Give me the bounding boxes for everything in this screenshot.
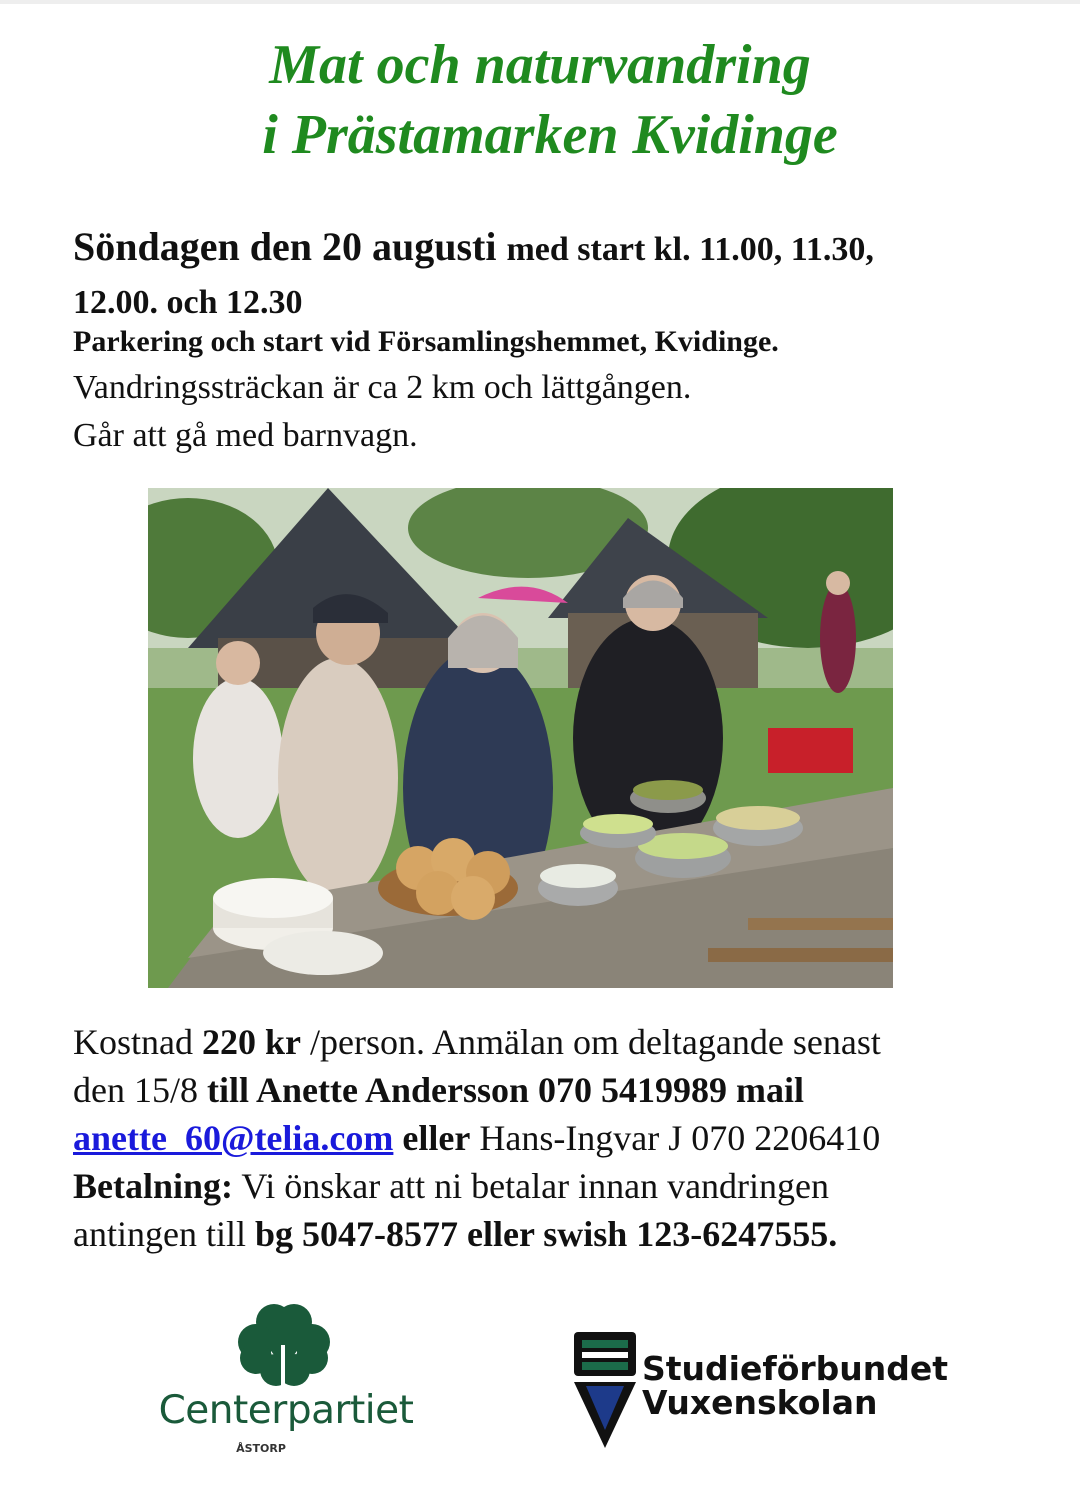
payment-label: Betalning: [73, 1166, 234, 1206]
cost-amount: 220 kr [202, 1022, 301, 1062]
sv-line-2: Vuxenskolan [642, 1383, 878, 1422]
payment-text: Vi önskar att ni betalar innan vandringen [241, 1166, 830, 1206]
contact-secondary: Hans-Ingvar J 070 2206410 [479, 1118, 881, 1158]
top-border [0, 0, 1080, 4]
event-day: Söndagen den 20 augusti [73, 224, 497, 269]
clover-icon [146, 1300, 426, 1390]
payment-methods: bg 5047-8577 eller swish 123-6247555. [254, 1214, 838, 1254]
cost-prefix: Kostnad [73, 1022, 193, 1062]
page-title [0, 30, 1080, 170]
start-times-cont: 12.00. och 12.30 [73, 284, 303, 321]
cost-suffix: /person. Anmälan om deltagande senast [310, 1022, 881, 1062]
sv-line-1: Studieförbundet [642, 1349, 949, 1388]
title-line-1: Mat och naturvandring [269, 34, 811, 96]
centerpartiet-logo [146, 1300, 426, 1470]
walk-distance: Vandringssträckan är ca 2 km och lättgången. [73, 369, 692, 406]
sv-emblem-icon [572, 1330, 642, 1450]
start-times: med start kl. 11.00, 11.30, [506, 231, 874, 268]
payment-prefix: antingen till [73, 1214, 246, 1254]
centerpartiet-sub: ÅSTORP [236, 1442, 286, 1455]
title-line-2: i Prästamarken Kvidinge [262, 104, 838, 166]
event-details [73, 1018, 1033, 1258]
contact-primary: till Anette Andersson 070 5419989 mail [206, 1070, 804, 1110]
studieforbundet-name [642, 1349, 949, 1422]
or-word: eller [402, 1118, 471, 1158]
schedule [73, 222, 1033, 328]
deadline: den 15/8 [73, 1070, 198, 1110]
centerpartiet-name: Centerpartiet [158, 1388, 414, 1433]
studieforbundet-logo [572, 1330, 972, 1450]
email-link[interactable]: anette_60@telia.com [73, 1118, 394, 1158]
walk-info [73, 364, 1033, 460]
walk-stroller: Går att gå med barnvagn. [73, 417, 418, 454]
parking-info: Parkering och start vid Församlingshemmet, Kvidinge. [73, 325, 779, 358]
event-photo [148, 488, 893, 988]
